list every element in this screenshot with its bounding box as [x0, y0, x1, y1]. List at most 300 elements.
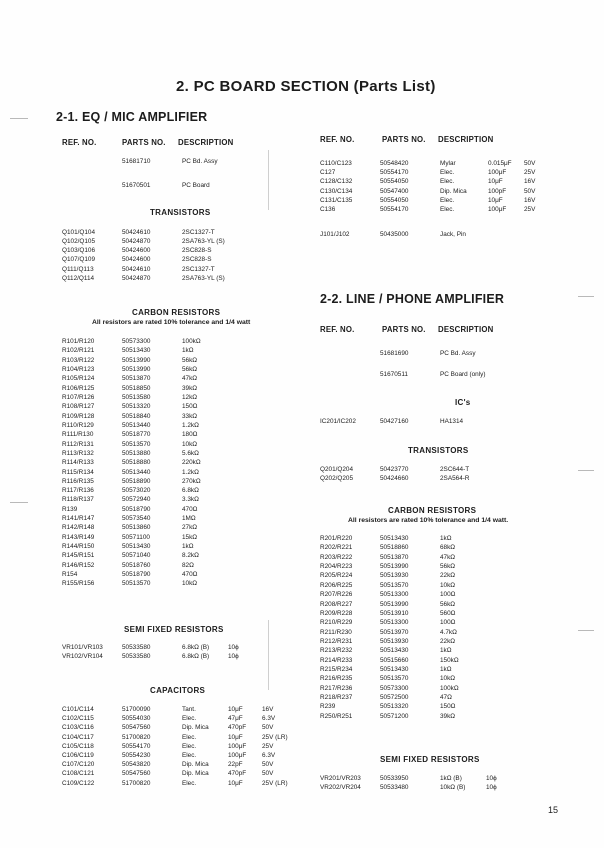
cell-ref-no: C101/C114: [62, 706, 94, 713]
cell-description: 220kΩ: [182, 459, 201, 467]
cell-description: 2SA564-R: [440, 475, 470, 483]
scan-mark: [10, 118, 28, 119]
cell-description: 39kΩ: [440, 712, 456, 720]
note-resistor-rating: All resistors are rated 10% tolerance and 1/4 watt: [92, 319, 251, 326]
cell-description: 270kΩ: [182, 477, 201, 485]
cell-ref-no: R141/R147: [62, 515, 95, 523]
cell-description: 2SA763-YL (S): [182, 238, 225, 246]
cell-ref-no: C108/C121: [62, 770, 95, 778]
cell-rating: 50V: [262, 724, 274, 732]
header-ref-no: REF. NO.: [62, 138, 97, 147]
cell-ref-no: Q112/Q114: [62, 274, 95, 282]
cell-parts-no: 50513870: [122, 375, 151, 383]
cell-ref-no: C110/C123: [320, 160, 352, 167]
cell-value: 10μF: [488, 196, 503, 204]
cell-ref-no: Q202/Q205: [320, 475, 354, 483]
cell-parts-no: 50547560: [122, 770, 151, 778]
cell-description: 3.3kΩ: [182, 496, 199, 504]
cell-parts-no: 50513580: [122, 393, 151, 401]
cell-ref-no: Q107/Q109: [62, 256, 96, 264]
cell-description: Elec.: [440, 178, 455, 186]
cell-parts-no: 50573540: [122, 515, 151, 523]
cell-ref-no: R117/R136: [62, 487, 94, 495]
cell-description: 180Ω: [182, 431, 198, 439]
cell-rating: 25V: [524, 206, 536, 213]
cell-ref-no: R113/R132: [62, 449, 94, 457]
cell-description: Dip. Mica: [182, 770, 209, 778]
cell-ref-no: C106/C119: [62, 752, 94, 759]
cell-description: 150kΩ: [440, 656, 459, 664]
cell-ref-no: Q101/Q104: [62, 229, 96, 236]
cell-parts-no: 50548420: [380, 160, 409, 167]
header-parts-no: PARTS NO.: [122, 138, 166, 147]
cell-rating: 16V: [524, 196, 536, 204]
cell-parts-no: 50513880: [122, 449, 151, 457]
cell-parts-no: 50554230: [122, 752, 151, 759]
cell-parts-no: 50513910: [380, 609, 409, 617]
cell-description: 150Ω: [440, 703, 456, 711]
cell-value: 10ϕ: [228, 644, 239, 651]
cell-parts-no: 50518770: [122, 431, 151, 439]
cell-description: 82Ω: [182, 561, 194, 569]
cell-value: 10μF: [488, 178, 503, 186]
cell-description: Elec.: [182, 752, 197, 759]
cell-description: 56kΩ: [440, 563, 456, 570]
cell-parts-no: 50513440: [122, 421, 151, 429]
cell-parts-no: 50513970: [380, 628, 409, 636]
cell-parts-no: 50533580: [122, 653, 151, 661]
header-description: DESCRIPTION: [178, 138, 234, 147]
cell-ref-no: R216/R235: [320, 675, 353, 683]
cell-rating: 16V: [524, 178, 536, 186]
cell-rating: 25V (LR): [262, 779, 288, 787]
cell-ref-no: R203/R222: [320, 553, 353, 561]
cell-parts-no: 50571100: [122, 533, 150, 541]
cell-description: 100Ω: [440, 591, 456, 599]
cell-parts-no: 50518860: [380, 544, 409, 552]
cell-ref-no: R155/R156: [62, 580, 95, 588]
cell-ref-no: R118/R137: [62, 496, 94, 504]
cell-parts-no: 50513930: [380, 637, 409, 645]
cell-parts-no: 50513320: [122, 403, 151, 411]
cell-ref-no: R201/R220: [320, 535, 353, 542]
cell-ref-no: R112/R131: [62, 440, 94, 448]
cell-description: 1kΩ: [440, 535, 452, 542]
cell-description: PC Board: [182, 182, 210, 189]
cell-parts-no: 51700090: [122, 706, 151, 713]
header-parts-no: PARTS NO.: [382, 325, 426, 334]
cell-ref-no: VR101/VR103: [62, 644, 103, 651]
cell-parts-no: 50554170: [380, 169, 409, 177]
cell-parts-no: 50513300: [380, 591, 409, 599]
cell-ref-no: IC201/IC202: [320, 418, 356, 425]
cell-parts-no: 50513430: [122, 543, 151, 550]
cell-value: 47μF: [228, 715, 243, 723]
cell-ref-no: C103/C116: [62, 724, 94, 732]
cell-parts-no: 50543820: [122, 761, 151, 769]
cell-value: 10μF: [228, 733, 243, 741]
cell-ref-no: R210/R229: [320, 619, 353, 627]
cell-parts-no: 50518890: [122, 477, 151, 485]
cell-ref-no: R103/R122: [62, 356, 95, 364]
cell-value: 10μF: [228, 706, 243, 713]
cell-parts-no: 50424610: [122, 229, 151, 236]
cell-value: 470pF: [228, 770, 247, 778]
cell-ref-no: R110/R129: [62, 421, 94, 429]
cell-ref-no: R212/R231: [320, 637, 353, 645]
cell-parts-no: 50513440: [122, 468, 151, 476]
cell-parts-no: 50572500: [380, 694, 409, 701]
cell-rating: 25V: [262, 742, 274, 750]
cell-ref-no: C104/C117: [62, 733, 94, 741]
cell-description: 1kΩ: [182, 347, 194, 355]
cell-parts-no: 50513430: [380, 647, 409, 655]
cell-description: 1MΩ: [182, 515, 196, 523]
cell-description: Elec.: [440, 196, 455, 204]
cell-parts-no: 51681690: [380, 350, 409, 357]
cell-ref-no: Q201/Q204: [320, 466, 354, 473]
cell-value: 10ϕ: [486, 775, 497, 782]
cell-parts-no: 50513430: [380, 665, 409, 673]
cell-parts-no: 51670501: [122, 182, 151, 189]
header-description: DESCRIPTION: [438, 325, 494, 334]
cell-description: Mylar: [440, 160, 456, 167]
cell-parts-no: 50513570: [122, 440, 151, 448]
cell-ref-no: R146/R152: [62, 561, 95, 569]
cell-description: 2SC644-T: [440, 466, 470, 473]
cell-description: 6.8kΩ (B): [182, 653, 210, 661]
cell-parts-no: 50573300: [380, 684, 409, 692]
cell-parts-no: 50513570: [380, 581, 409, 589]
cell-parts-no: 50513430: [122, 347, 151, 355]
cell-description: 27kΩ: [182, 524, 198, 532]
cell-parts-no: 50424600: [122, 256, 151, 264]
cell-parts-no: 50518850: [122, 384, 151, 392]
header-description: DESCRIPTION: [438, 135, 494, 144]
header-ref-no: REF. NO.: [320, 325, 355, 334]
cell-parts-no: 50435000: [380, 231, 409, 238]
scan-mark: [10, 502, 28, 503]
group-title-transistors: TRANSISTORS: [150, 208, 211, 217]
cell-description: Elec.: [440, 206, 455, 213]
cell-parts-no: 51670511: [380, 371, 408, 378]
cell-parts-no: 50518790: [122, 571, 151, 578]
cell-ref-no: R101/R120: [62, 338, 95, 345]
cell-parts-no: 50554050: [380, 196, 409, 204]
cell-parts-no: 50573300: [122, 338, 151, 345]
cell-description: 1kΩ (B): [440, 775, 462, 782]
cell-ref-no: R142/R148: [62, 524, 95, 532]
cell-description: 47Ω: [440, 694, 452, 701]
cell-description: Dip. Mica: [440, 187, 467, 195]
cell-description: HA1314: [440, 418, 464, 425]
cell-parts-no: 50554170: [122, 742, 151, 750]
cell-description: 22kΩ: [440, 572, 456, 580]
cell-parts-no: 50513990: [122, 366, 151, 373]
cell-value: 10μF: [228, 779, 243, 787]
cell-value: 10ϕ: [228, 653, 239, 661]
cell-ref-no: R145/R151: [62, 552, 95, 560]
group-title-transistors: TRANSISTORS: [408, 446, 469, 455]
cell-description: Elec.: [182, 733, 197, 741]
page-number: 15: [548, 805, 559, 815]
cell-description: 100kΩ: [440, 684, 459, 692]
cell-description: 56kΩ: [440, 600, 456, 608]
cell-ref-no: R239: [320, 703, 336, 711]
cell-parts-no: 50513930: [380, 572, 409, 580]
cell-description: 6.8kΩ (B): [182, 644, 210, 651]
scan-mark: [578, 630, 594, 631]
cell-parts-no: 50533950: [380, 775, 409, 782]
cell-ref-no: R111/R130: [62, 431, 94, 439]
cell-ref-no: R104/R123: [62, 366, 95, 373]
cell-parts-no: 50513430: [380, 535, 409, 542]
cell-description: 1kΩ: [440, 647, 452, 655]
cell-description: 2SC828-S: [182, 247, 212, 255]
cell-ref-no: R143/R149: [62, 533, 95, 541]
cell-description: 2SC1327-T: [182, 229, 215, 236]
cell-value: 100pF: [488, 187, 507, 195]
cell-description: 10kΩ: [440, 675, 456, 683]
cell-description: Elec.: [182, 715, 197, 723]
group-title-semi-fixed-resistors: SEMI FIXED RESISTORS: [124, 625, 224, 634]
cell-description: 39kΩ: [182, 384, 198, 392]
cell-description: 10kΩ (B): [440, 784, 466, 792]
cell-description: 470Ω: [182, 505, 198, 513]
scan-mark: [268, 150, 269, 210]
cell-description: 56kΩ: [182, 356, 198, 364]
cell-rating: 50V: [262, 761, 274, 769]
cell-description: 150Ω: [182, 403, 198, 411]
cell-parts-no: 50533480: [380, 784, 409, 792]
scan-mark: [578, 470, 594, 471]
cell-ref-no: C127: [320, 169, 336, 177]
cell-description: 10kΩ: [182, 580, 198, 588]
cell-rating: 50V: [262, 770, 274, 778]
cell-ref-no: R217/R236: [320, 684, 353, 692]
cell-description: 47kΩ: [440, 553, 456, 561]
cell-ref-no: R215/R234: [320, 665, 353, 673]
cell-parts-no: 50423770: [380, 466, 409, 473]
cell-rating: 16V: [262, 706, 274, 713]
cell-description: 100kΩ: [182, 338, 201, 345]
cell-description: 47kΩ: [182, 375, 198, 383]
cell-ref-no: Q111/Q113: [62, 265, 94, 273]
cell-description: Elec.: [182, 779, 197, 787]
cell-ref-no: R202/R221: [320, 544, 353, 552]
cell-ref-no: R213/R232: [320, 647, 353, 655]
cell-ref-no: C131/C135: [320, 196, 353, 204]
cell-parts-no: 50518840: [122, 412, 151, 420]
cell-ref-no: R154: [62, 571, 78, 578]
cell-parts-no: 50513990: [380, 600, 409, 608]
cell-parts-no: 50554170: [380, 206, 409, 213]
cell-parts-no: 50518880: [122, 459, 151, 467]
cell-description: 8.2kΩ: [182, 552, 199, 560]
cell-parts-no: 50554030: [122, 715, 151, 723]
cell-parts-no: 50424610: [122, 265, 151, 273]
cell-value: 100μF: [228, 752, 247, 759]
cell-parts-no: 50424600: [122, 247, 151, 255]
cell-description: 2SC828-S: [182, 256, 212, 264]
cell-description: 2SC1327-T: [182, 265, 215, 273]
cell-ref-no: C107/C120: [62, 761, 95, 769]
cell-ref-no: R207/R226: [320, 591, 353, 599]
cell-parts-no: 51681710: [122, 158, 151, 165]
cell-parts-no: 50572940: [122, 496, 151, 504]
cell-description: 2SA763-YL (S): [182, 274, 225, 282]
cell-description: 470Ω: [182, 571, 198, 578]
group-title-ics: IC's: [455, 398, 471, 407]
cell-ref-no: R211/R230: [320, 628, 352, 636]
cell-ref-no: R204/R223: [320, 563, 353, 570]
cell-ref-no: J101/J102: [320, 231, 350, 238]
cell-ref-no: Q102/Q105: [62, 238, 96, 246]
page-title: 2. PC BOARD SECTION (Parts List): [176, 78, 436, 95]
cell-description: Dip. Mica: [182, 761, 209, 769]
cell-description: 1kΩ: [182, 543, 194, 550]
header-ref-no: REF. NO.: [320, 135, 355, 144]
group-title-capacitors: CAPACITORS: [150, 686, 206, 695]
cell-parts-no: 50424870: [122, 274, 151, 282]
cell-ref-no: R214/R233: [320, 656, 353, 664]
cell-value: 100μF: [488, 169, 507, 177]
cell-description: 10kΩ: [440, 581, 456, 589]
cell-ref-no: C109/C122: [62, 779, 95, 787]
cell-ref-no: R115/R134: [62, 468, 94, 476]
cell-ref-no: C105/C118: [62, 742, 94, 750]
cell-description: 33kΩ: [182, 412, 198, 420]
cell-description: 560Ω: [440, 609, 456, 617]
cell-rating: 50V: [524, 160, 536, 167]
cell-description: Elec.: [440, 169, 455, 177]
cell-parts-no: 50513570: [122, 580, 151, 588]
cell-ref-no: R208/R227: [320, 600, 353, 608]
cell-parts-no: 50533580: [122, 644, 151, 651]
cell-parts-no: 50513860: [122, 524, 151, 532]
cell-ref-no: Q103/Q106: [62, 247, 96, 255]
cell-ref-no: VR201/VR203: [320, 775, 361, 782]
cell-description: 10kΩ: [182, 440, 198, 448]
cell-description: Tant.: [182, 706, 196, 713]
section-title-line-phone: 2-2. LINE / PHONE AMPLIFIER: [320, 292, 505, 306]
cell-parts-no: 50424660: [380, 475, 409, 483]
cell-value: 22pF: [228, 761, 243, 769]
cell-description: Jack, Pin: [440, 231, 466, 238]
cell-description: 15kΩ: [182, 533, 198, 541]
cell-ref-no: VR102/VR104: [62, 653, 103, 661]
cell-parts-no: 50571040: [122, 552, 151, 560]
group-title-carbon-resistors: CARBON RESISTORS: [132, 308, 221, 317]
cell-ref-no: R107/R126: [62, 393, 95, 401]
cell-parts-no: 50427160: [380, 418, 409, 425]
cell-parts-no: 50513990: [122, 356, 151, 364]
cell-parts-no: 50424870: [122, 238, 151, 246]
cell-parts-no: 50518790: [122, 505, 151, 513]
cell-rating: 6.3V: [262, 715, 276, 723]
cell-ref-no: R106/R125: [62, 384, 95, 392]
cell-rating: 25V (LR): [262, 733, 288, 741]
cell-description: PC Board (only): [440, 371, 486, 378]
cell-parts-no: 50573020: [122, 487, 151, 495]
cell-description: PC Bd. Assy: [440, 350, 476, 357]
cell-ref-no: R102/R121: [62, 347, 95, 355]
cell-parts-no: 50547560: [122, 724, 151, 732]
cell-description: 4.7kΩ: [440, 628, 457, 636]
cell-ref-no: C130/C134: [320, 187, 353, 195]
cell-rating: 25V: [524, 169, 536, 177]
cell-description: Dip. Mica: [182, 724, 209, 732]
cell-parts-no: 50518760: [122, 561, 151, 569]
cell-parts-no: 50547400: [380, 187, 409, 195]
scan-mark: [578, 296, 594, 297]
cell-description: Elec.: [182, 742, 197, 750]
cell-value: 100μF: [228, 742, 247, 750]
cell-description: 12kΩ: [182, 393, 198, 401]
cell-parts-no: 50513990: [380, 563, 409, 570]
cell-parts-no: 50513870: [380, 553, 409, 561]
cell-ref-no: R250/R251: [320, 712, 353, 720]
cell-ref-no: R109/R128: [62, 412, 95, 420]
cell-value: 10ϕ: [486, 784, 497, 792]
section-title-eq-mic: 2-1. EQ / MIC AMPLIFIER: [56, 110, 208, 124]
cell-value: 0.015μF: [488, 160, 512, 167]
cell-description: 22kΩ: [440, 637, 456, 645]
note-resistor-rating: All resistors are rated 10% tolerance and 1/4 watt.: [348, 517, 509, 524]
cell-description: 5.6kΩ: [182, 449, 199, 457]
cell-parts-no: 50513300: [380, 619, 409, 627]
cell-ref-no: R206/R225: [320, 581, 353, 589]
cell-ref-no: R139: [62, 505, 78, 513]
cell-parts-no: 51700820: [122, 733, 151, 741]
cell-ref-no: VR202/VR204: [320, 784, 361, 792]
cell-ref-no: R144/R150: [62, 543, 95, 550]
cell-description: 56kΩ: [182, 366, 198, 373]
header-parts-no: PARTS NO.: [382, 135, 426, 144]
cell-ref-no: R218/R237: [320, 694, 353, 701]
cell-value: 470pF: [228, 724, 247, 732]
cell-ref-no: C128/C132: [320, 178, 353, 186]
cell-description: 1.2kΩ: [182, 421, 199, 429]
cell-ref-no: C102/C115: [62, 715, 94, 723]
cell-ref-no: R105/R124: [62, 375, 95, 383]
scan-mark: [268, 620, 269, 690]
cell-parts-no: 50513570: [380, 675, 409, 683]
cell-parts-no: 50515660: [380, 656, 409, 664]
cell-description: 1.2kΩ: [182, 468, 199, 476]
cell-ref-no: R209/R228: [320, 609, 353, 617]
cell-rating: 50V: [524, 187, 536, 195]
cell-value: 100μF: [488, 206, 507, 213]
cell-parts-no: 51700820: [122, 779, 151, 787]
cell-ref-no: R205/R224: [320, 572, 353, 580]
cell-description: 68kΩ: [440, 544, 456, 552]
cell-description: 100Ω: [440, 619, 456, 627]
cell-ref-no: R114/R133: [62, 459, 94, 467]
cell-ref-no: R108/R127: [62, 403, 95, 411]
cell-description: 1kΩ: [440, 665, 452, 673]
cell-rating: 6.3V: [262, 752, 276, 759]
cell-parts-no: 50513320: [380, 703, 409, 711]
group-title-semi-fixed-resistors: SEMI FIXED RESISTORS: [380, 755, 480, 764]
group-title-carbon-resistors: CARBON RESISTORS: [388, 506, 477, 515]
cell-description: 6.8kΩ: [182, 487, 199, 495]
cell-ref-no: C136: [320, 206, 336, 213]
cell-parts-no: 50571200: [380, 712, 409, 720]
cell-parts-no: 50554050: [380, 178, 409, 186]
cell-ref-no: R116/R135: [62, 477, 94, 485]
cell-description: PC Bd. Assy: [182, 158, 218, 165]
